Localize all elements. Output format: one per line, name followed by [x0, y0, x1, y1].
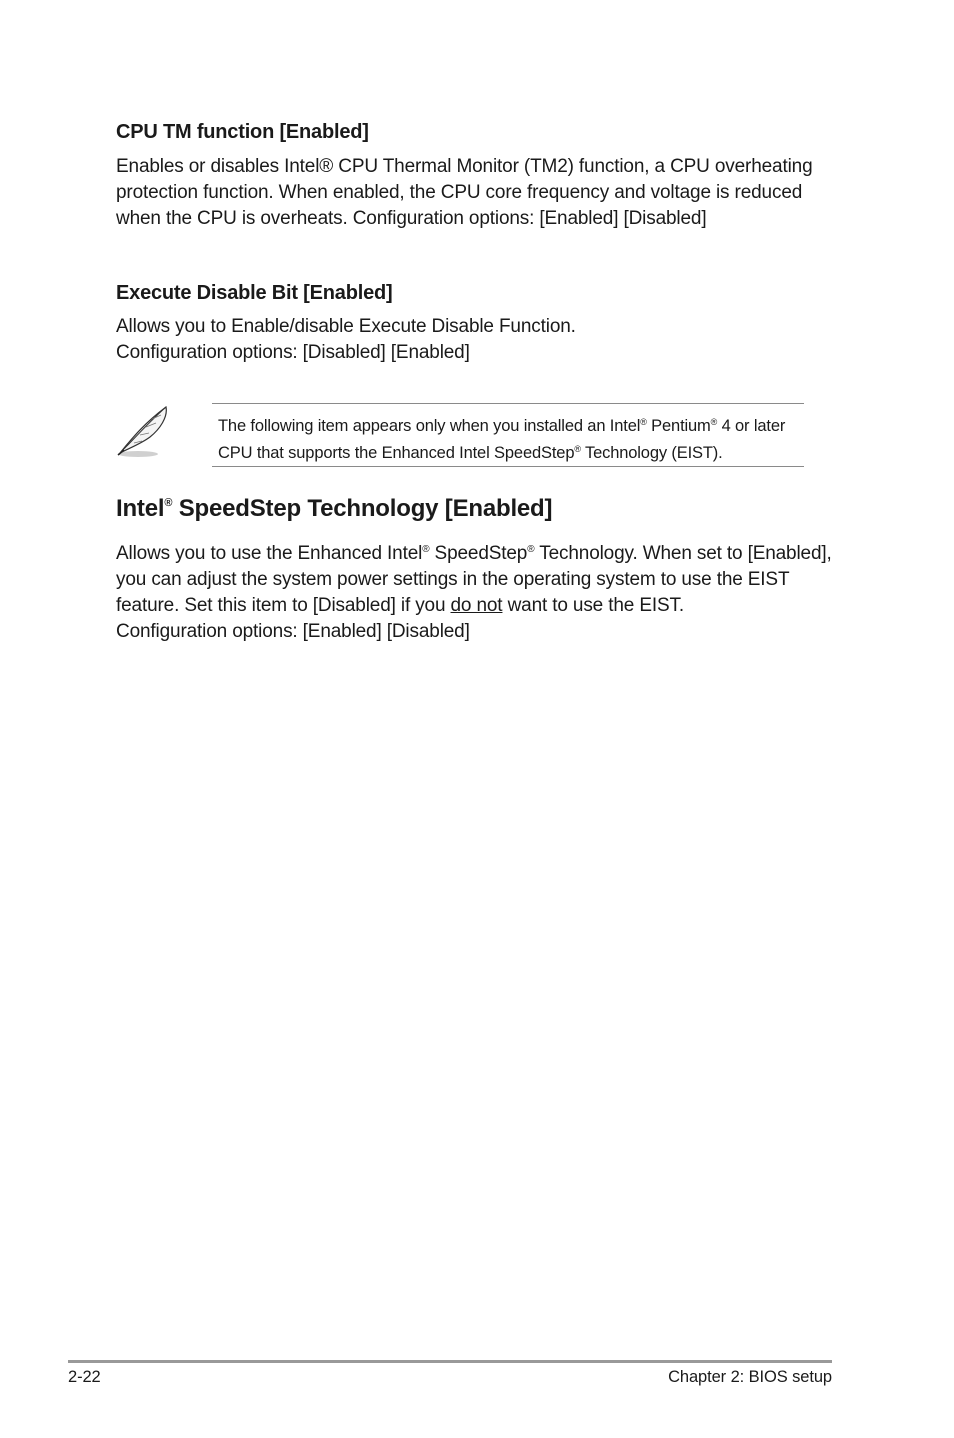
speedstep-text-part-3: Technology. When set to [Enabled], you can adjust the system power settings in the operating system to use the EIST feature. Set this item to [Disabled] if you — [116, 543, 832, 616]
speedstep-config-options: Configuration options: [Enabled] [Disabled] — [116, 621, 470, 642]
registered-mark: ® — [640, 417, 647, 427]
execute-disable-section — [116, 282, 836, 366]
note-callout — [116, 403, 806, 467]
note-text-part-3: 4 or later CPU that supports the Enhanced Intel SpeedStep — [218, 417, 786, 462]
cpu-tm-heading: CPU TM function [Enabled] — [116, 121, 369, 143]
registered-mark: ® — [574, 444, 581, 454]
footer-rule — [68, 1360, 832, 1363]
speedstep-underlined-text: do not — [450, 595, 503, 616]
note-text-part-4: Technology (EIST). — [580, 444, 723, 462]
quill-pen-icon — [116, 403, 172, 461]
chapter-title: Chapter 2: BIOS setup — [668, 1368, 832, 1386]
execute-disable-description — [116, 314, 836, 366]
speedstep-heading-part-2: SpeedStep Technology [Enabled] — [172, 495, 553, 522]
cpu-tm-section — [116, 121, 836, 232]
speedstep-text-part-1: Allows you to use the Enhanced Intel — [116, 543, 423, 564]
note-text-part-1: The following item appears only when you installed an Intel — [218, 417, 641, 435]
speedstep-section — [116, 495, 836, 645]
speedstep-heading — [116, 495, 836, 523]
note-box — [212, 403, 804, 467]
speedstep-text-part-4: want to use the EIST. — [502, 595, 684, 616]
note-text — [218, 411, 804, 465]
speedstep-description — [116, 537, 836, 645]
page-number: 2-22 — [68, 1368, 101, 1386]
note-text-part-2: Pentium — [646, 417, 711, 435]
registered-mark: ® — [710, 417, 718, 427]
registered-mark: ® — [527, 544, 535, 555]
cpu-tm-description: Enables or disables Intel® CPU Thermal Monitor (TM2) function, a CPU overheating protection function. When enabled, the CPU core frequency and voltage is reduced when the CPU is overheats. Configuration options: [Enabled] [Disabled] — [116, 156, 813, 229]
registered-mark: ® — [164, 497, 173, 509]
registered-mark: ® — [422, 544, 430, 555]
execute-disable-line-2: Configuration options: [Disabled] [Enabled] — [116, 342, 470, 363]
speedstep-text-part-2: SpeedStep — [429, 543, 528, 564]
execute-disable-line-1: Allows you to Enable/disable Execute Disable Function. — [116, 316, 576, 337]
execute-disable-heading: Execute Disable Bit [Enabled] — [116, 282, 393, 304]
speedstep-heading-part-1: Intel — [116, 495, 165, 522]
